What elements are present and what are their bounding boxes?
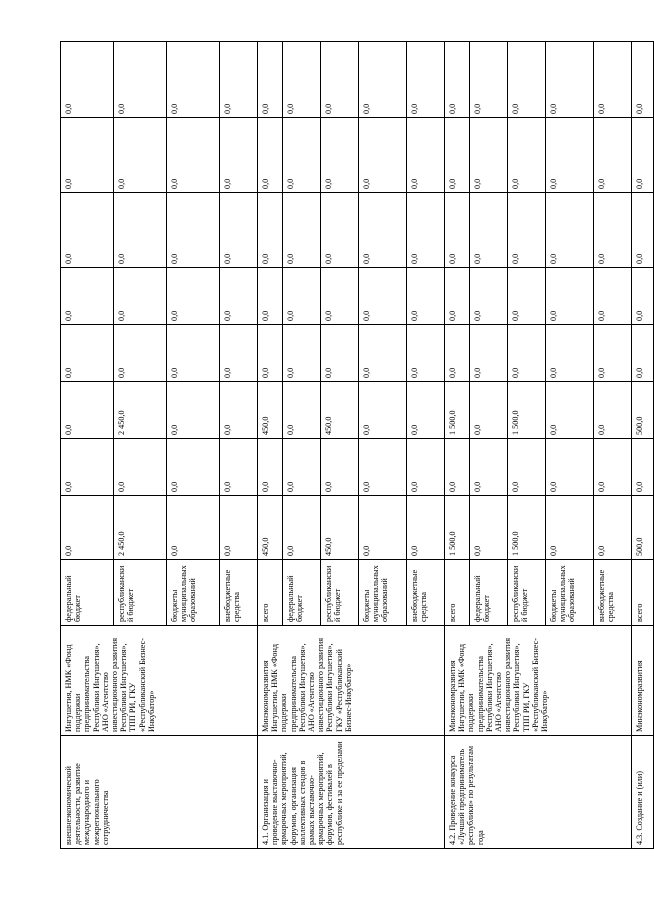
amount-cell: 0,0 — [359, 118, 407, 193]
amount-cell: 1 500,0 — [508, 382, 546, 439]
amount-cell: 0,0 — [470, 268, 508, 325]
amount-cell: 0,0 — [220, 439, 258, 496]
amount-cell: 0,0 — [167, 118, 220, 193]
amount-cell: 450,0 — [321, 496, 359, 560]
amount-cell: 0,0 — [594, 268, 632, 325]
amount-cell: 0,0 — [508, 325, 546, 382]
amount-cell: 0,0 — [359, 496, 407, 560]
amount-cell: 0,0 — [258, 193, 283, 268]
amount-cell: 0,0 — [167, 439, 220, 496]
amount-cell: 0,0 — [594, 42, 632, 118]
amount-cell: 0,0 — [470, 193, 508, 268]
amount-cell: 0,0 — [546, 439, 594, 496]
amount-cell: 0,0 — [594, 496, 632, 560]
amount-cell: 0,0 — [632, 42, 654, 118]
amount-cell: 0,0 — [470, 42, 508, 118]
amount-cell: 0,0 — [546, 325, 594, 382]
funding-source-cell: федеральный бюджет — [283, 560, 321, 626]
amount-cell: 0,0 — [407, 439, 445, 496]
executor-cell: Минэкономразвития Ингушетии, НМК «Фонд поддержки предпринимательства Республики Ингушетия», АНО «Агентство инвестиционного развития Республики Ингушетия», ГКУ «Республиканский Бизнес-Инкубатор» — [258, 626, 445, 736]
amount-cell: 500,0 — [632, 382, 654, 439]
amount-cell: 0,0 — [470, 439, 508, 496]
amount-cell: 0,0 — [321, 42, 359, 118]
amount-cell: 0,0 — [167, 382, 220, 439]
amount-cell: 0,0 — [445, 118, 470, 193]
amount-cell: 0,0 — [61, 382, 114, 439]
funding-source-cell: республиканский бюджет — [114, 560, 167, 626]
amount-cell: 0,0 — [283, 118, 321, 193]
amount-cell: 0,0 — [632, 193, 654, 268]
amount-cell: 0,0 — [508, 439, 546, 496]
event-cell: 4.3. Создание и (или) — [632, 736, 654, 849]
amount-cell: 0,0 — [220, 42, 258, 118]
amount-cell: 0,0 — [407, 268, 445, 325]
amount-cell: 0,0 — [258, 42, 283, 118]
amount-cell: 0,0 — [114, 42, 167, 118]
amount-cell: 0,0 — [546, 268, 594, 325]
amount-cell: 0,0 — [359, 268, 407, 325]
amount-cell: 0,0 — [445, 268, 470, 325]
amount-cell: 0,0 — [258, 268, 283, 325]
amount-cell: 0,0 — [359, 42, 407, 118]
amount-cell: 0,0 — [220, 118, 258, 193]
amount-cell: 0,0 — [470, 496, 508, 560]
amount-cell: 2 450,0 — [114, 496, 167, 560]
amount-cell: 0,0 — [220, 268, 258, 325]
funding-source-cell: федеральный бюджет — [470, 560, 508, 626]
amount-cell: 0,0 — [508, 268, 546, 325]
amount-cell: 0,0 — [632, 439, 654, 496]
amount-cell: 0,0 — [283, 496, 321, 560]
amount-cell: 450,0 — [321, 382, 359, 439]
amount-cell: 0,0 — [321, 193, 359, 268]
funding-source-cell: федеральный бюджет — [61, 560, 114, 626]
amount-cell: 0,0 — [470, 382, 508, 439]
amount-cell: 0,0 — [283, 42, 321, 118]
amount-cell: 0,0 — [508, 118, 546, 193]
table-row — [632, 42, 654, 849]
amount-cell: 0,0 — [546, 382, 594, 439]
amount-cell: 0,0 — [632, 325, 654, 382]
amount-cell: 0,0 — [445, 193, 470, 268]
amount-cell: 0,0 — [546, 193, 594, 268]
amount-cell: 0,0 — [470, 325, 508, 382]
amount-cell: 0,0 — [167, 42, 220, 118]
amount-cell: 0,0 — [258, 325, 283, 382]
amount-cell: 0,0 — [546, 118, 594, 193]
amount-cell: 0,0 — [167, 268, 220, 325]
event-cell: 4.1. Организация и проведение выставочно-ярмарочных мероприятий, форумов, организация коллективных стендов в рамках выставочно-ярмарочных мероприятий, форумов, фестивалей в республике и за ее пределами — [258, 736, 445, 849]
amount-cell: 0,0 — [445, 325, 470, 382]
amount-cell: 0,0 — [258, 118, 283, 193]
amount-cell: 0,0 — [407, 193, 445, 268]
amount-cell: 0,0 — [61, 496, 114, 560]
amount-cell: 0,0 — [632, 268, 654, 325]
event-cell: внешнеэкономической деятельности, развитие международного и межрегионального сотрудничества — [61, 736, 258, 849]
amount-cell: 0,0 — [407, 325, 445, 382]
funding-source-cell: внебюджетные средства — [220, 560, 258, 626]
amount-cell: 2 450,0 — [114, 382, 167, 439]
amount-cell: 0,0 — [470, 118, 508, 193]
amount-cell: 0,0 — [61, 439, 114, 496]
amount-cell: 0,0 — [283, 193, 321, 268]
rotated-page-content — [60, 42, 644, 849]
amount-cell: 0,0 — [546, 42, 594, 118]
funding-source-cell: внебюджетные средства — [407, 560, 445, 626]
amount-cell: 450,0 — [258, 496, 283, 560]
amount-cell: 0,0 — [359, 439, 407, 496]
funding-source-cell: бюджеты муниципальных образований — [359, 560, 407, 626]
amount-cell: 0,0 — [594, 439, 632, 496]
amount-cell: 0,0 — [114, 193, 167, 268]
amount-cell: 0,0 — [321, 118, 359, 193]
amount-cell: 0,0 — [407, 496, 445, 560]
funding-source-cell: всего — [445, 560, 470, 626]
amount-cell: 500,0 — [632, 496, 654, 560]
funding-table — [60, 41, 654, 849]
amount-cell: 1 500,0 — [445, 382, 470, 439]
amount-cell: 0,0 — [258, 439, 283, 496]
amount-cell: 1 500,0 — [508, 496, 546, 560]
amount-cell: 0,0 — [546, 496, 594, 560]
executor-cell: Минэкономразвития Ингушетии, НМК «Фонд поддержки предпринимательства Республики Ингушетия», АНО «Агентство инвестиционного развития Республики Ингушетия», ТПП РИ, ГКУ «Республиканский Бизнес-Инкубатор» — [445, 626, 632, 736]
amount-cell: 0,0 — [508, 42, 546, 118]
amount-cell: 0,0 — [359, 193, 407, 268]
funding-source-cell: всего — [632, 560, 654, 626]
funding-source-cell: бюджеты муниципальных образований — [546, 560, 594, 626]
amount-cell: 0,0 — [61, 42, 114, 118]
amount-cell: 0,0 — [61, 268, 114, 325]
amount-cell: 0,0 — [321, 268, 359, 325]
amount-cell: 0,0 — [594, 382, 632, 439]
amount-cell: 0,0 — [114, 325, 167, 382]
amount-cell: 0,0 — [407, 42, 445, 118]
amount-cell: 0,0 — [632, 118, 654, 193]
funding-source-cell: республиканский бюджет — [508, 560, 546, 626]
funding-source-cell: всего — [258, 560, 283, 626]
amount-cell: 0,0 — [283, 325, 321, 382]
amount-cell: 0,0 — [445, 439, 470, 496]
amount-cell: 0,0 — [114, 268, 167, 325]
amount-cell: 0,0 — [321, 439, 359, 496]
amount-cell: 0,0 — [61, 325, 114, 382]
funding-source-cell: внебюджетные средства — [594, 560, 632, 626]
amount-cell: 0,0 — [407, 382, 445, 439]
table-row — [61, 42, 114, 849]
amount-cell: 0,0 — [61, 193, 114, 268]
amount-cell: 0,0 — [167, 496, 220, 560]
funding-source-cell: республиканский бюджет — [321, 560, 359, 626]
amount-cell: 0,0 — [445, 42, 470, 118]
table-row — [445, 42, 470, 849]
amount-cell: 0,0 — [167, 325, 220, 382]
amount-cell: 0,0 — [283, 382, 321, 439]
table-body — [61, 42, 654, 849]
amount-cell: 0,0 — [321, 325, 359, 382]
amount-cell: 0,0 — [220, 382, 258, 439]
amount-cell: 450,0 — [258, 382, 283, 439]
funding-source-cell: бюджеты муниципальных образований — [167, 560, 220, 626]
table-row — [258, 42, 283, 849]
event-cell: 4.2. Проведение конкурса «Лучший предприниматель республики» по результатам года — [445, 736, 632, 849]
amount-cell: 0,0 — [61, 118, 114, 193]
amount-cell: 0,0 — [594, 325, 632, 382]
amount-cell: 0,0 — [594, 193, 632, 268]
amount-cell: 0,0 — [220, 325, 258, 382]
amount-cell: 0,0 — [359, 325, 407, 382]
amount-cell: 0,0 — [508, 193, 546, 268]
amount-cell: 0,0 — [283, 439, 321, 496]
amount-cell: 0,0 — [359, 382, 407, 439]
amount-cell: 0,0 — [114, 439, 167, 496]
amount-cell: 0,0 — [407, 118, 445, 193]
amount-cell: 0,0 — [167, 193, 220, 268]
amount-cell: 1 500,0 — [445, 496, 470, 560]
executor-cell: Ингушетия, НМК «Фонд поддержки предпринимательства Республики Ингушетия», АНО «Агентство инвестиционного развития Республики Ингушетия», ТПП РИ, ГКУ «Республиканский Бизнес-Инкубатор» — [61, 626, 258, 736]
amount-cell: 0,0 — [220, 193, 258, 268]
amount-cell: 0,0 — [220, 496, 258, 560]
amount-cell: 0,0 — [594, 118, 632, 193]
amount-cell: 0,0 — [114, 118, 167, 193]
executor-cell: Минэкономразвития — [632, 626, 654, 736]
amount-cell: 0,0 — [283, 268, 321, 325]
